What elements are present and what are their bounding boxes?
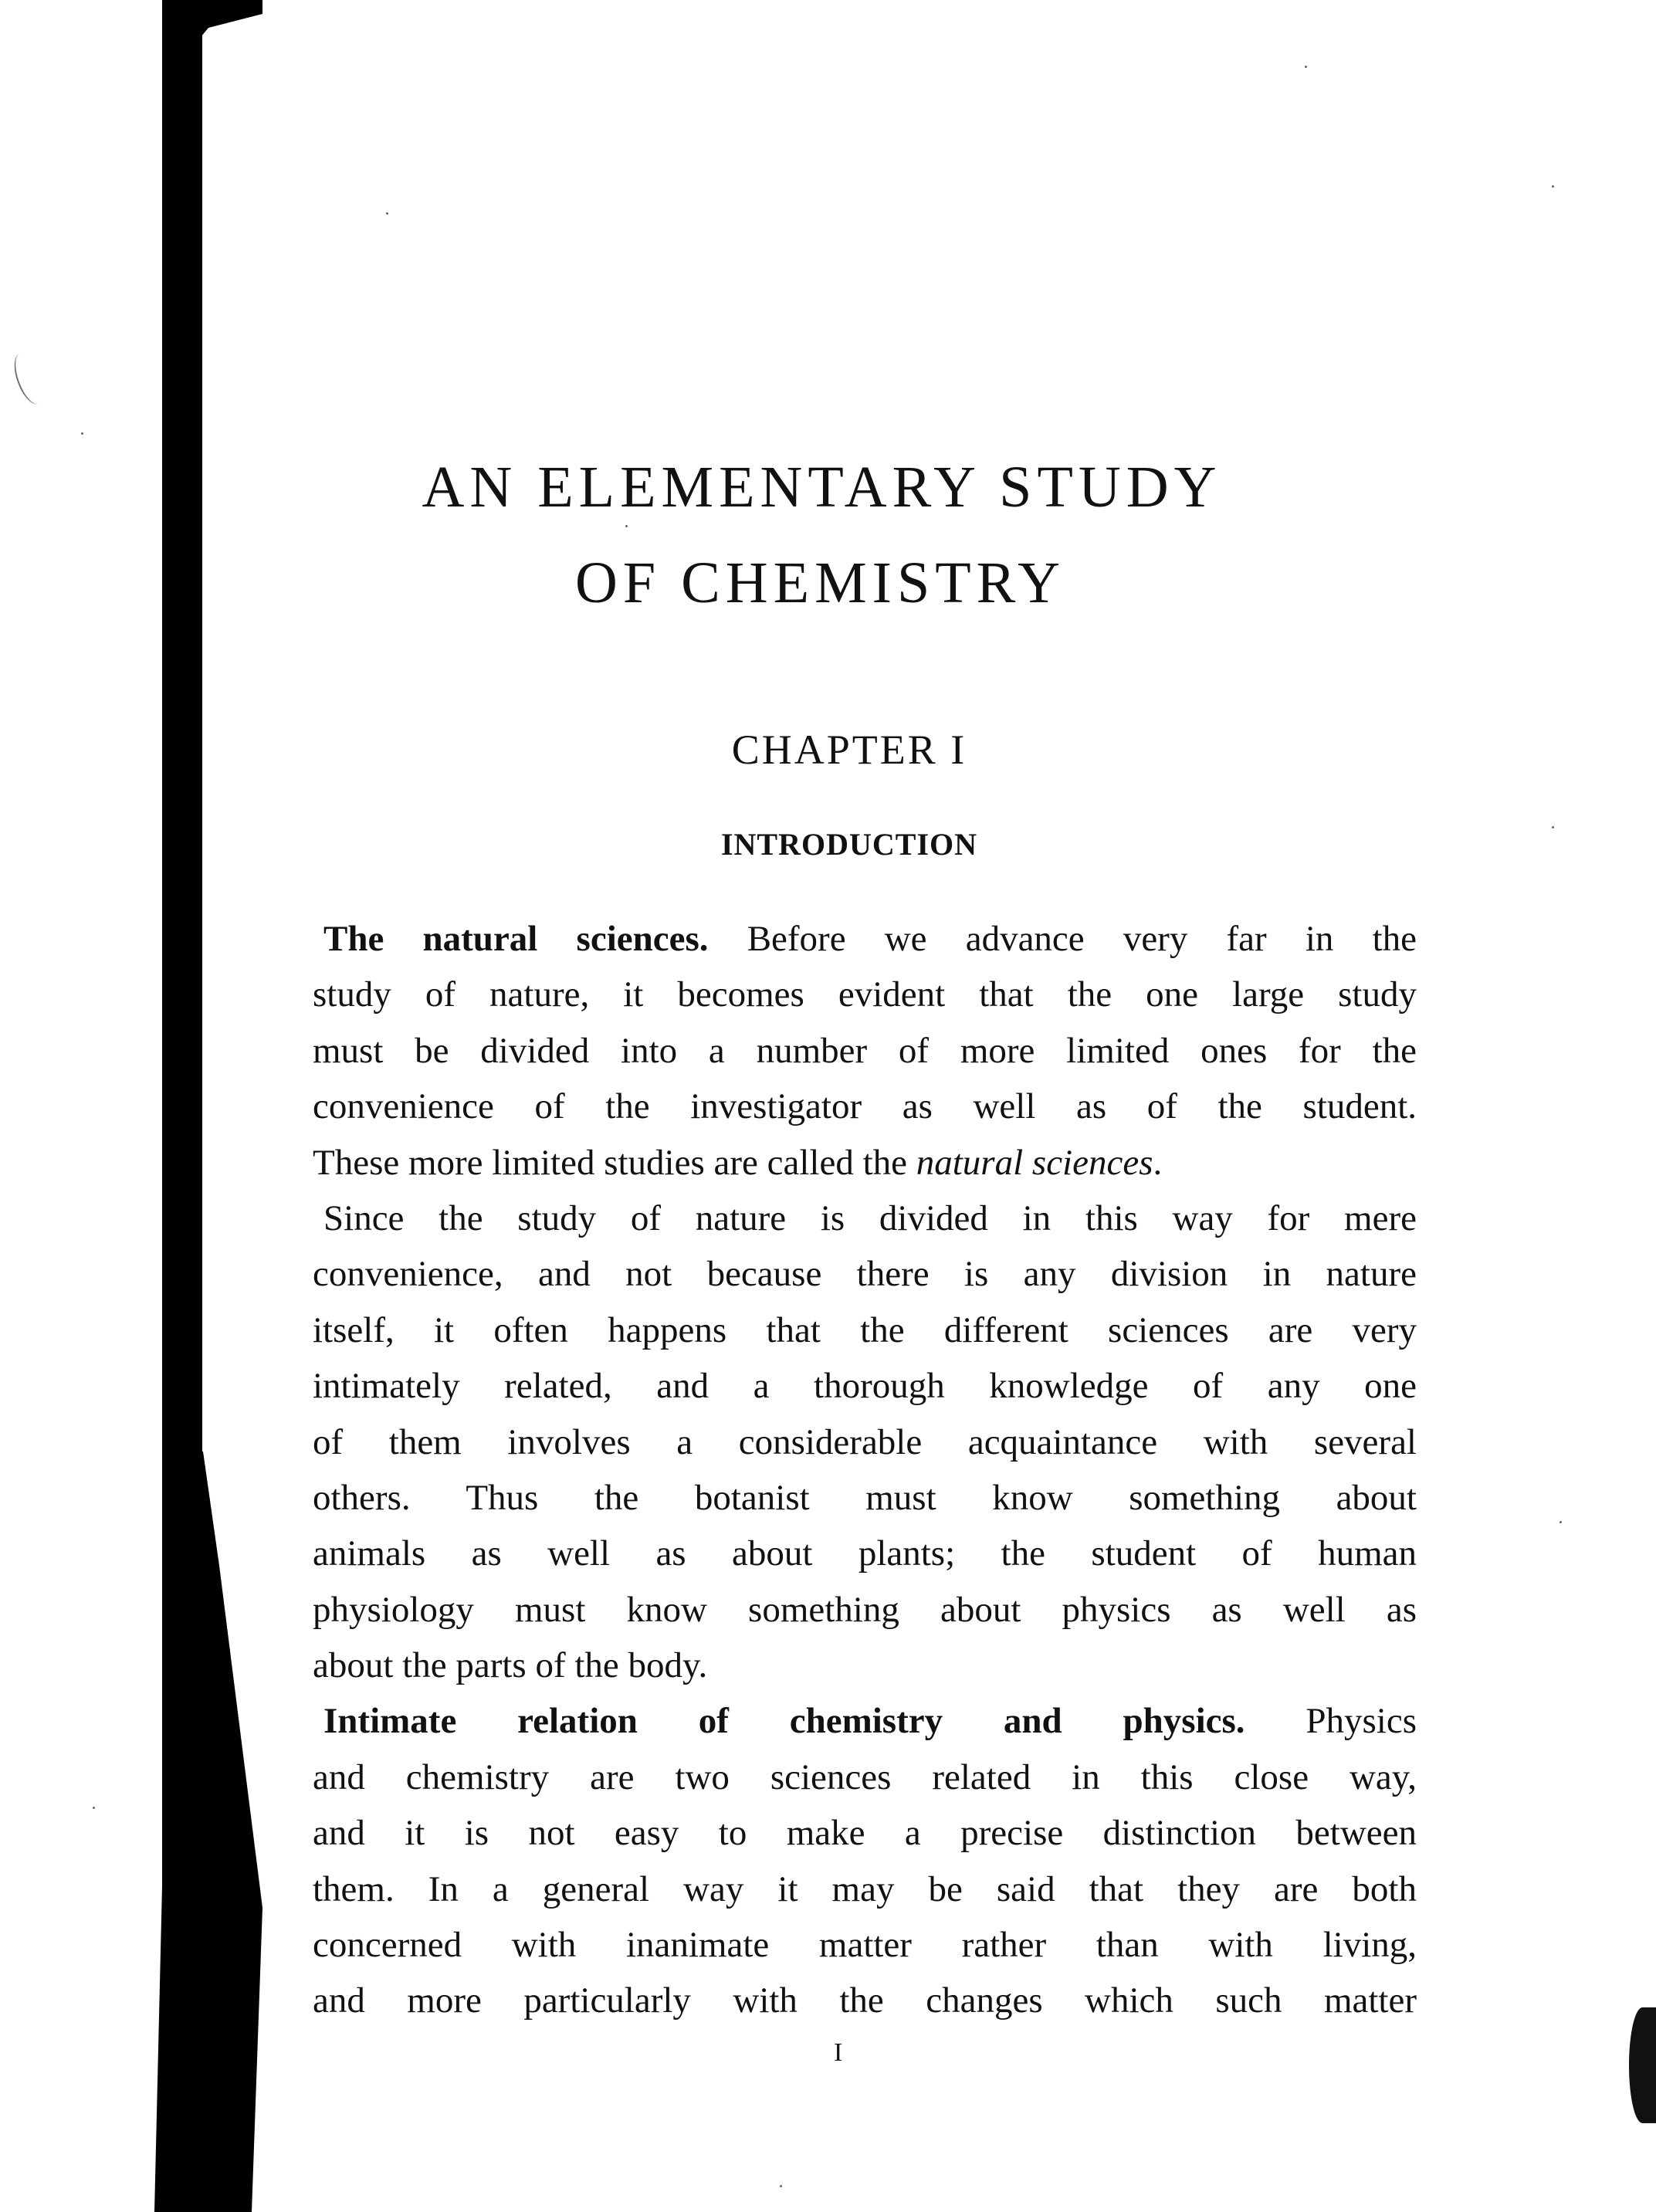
paragraph-line: Since the study of nature is divided in this way for mere bbox=[323, 1197, 1417, 1238]
paragraph-line: convenience, and not because there is any division in nature bbox=[313, 1254, 1417, 1295]
body-text bbox=[313, 911, 1417, 2029]
book-title-line-2: OF CHEMISTRY bbox=[574, 550, 1066, 615]
paragraph-line: concerned with inanimate matter rather than with living, bbox=[313, 1925, 1417, 1966]
paragraph-line: animals as well as about plants; the student of human bbox=[313, 1533, 1417, 1574]
scan-speck bbox=[386, 212, 388, 215]
scan-speck bbox=[1552, 826, 1554, 828]
scan-speck bbox=[93, 1807, 95, 1809]
paragraph-line: physiology must know something about physics as well as bbox=[313, 1589, 1417, 1630]
scan-speck bbox=[1552, 185, 1554, 188]
paragraph-line: others. Thus the botanist must know something about bbox=[313, 1477, 1417, 1518]
paragraph-line: itself, it often happens that the different sciences are very bbox=[313, 1309, 1417, 1350]
paragraph-heading: The natural sciences. bbox=[323, 919, 709, 959]
paragraph-line: The natural sciences. Before we advance very far in the bbox=[323, 919, 1417, 959]
paragraph-line: them. In a general way it may be said that they are both bbox=[313, 1868, 1417, 1909]
section-heading: INTRODUCTION bbox=[720, 827, 978, 862]
scan-binding-shadow-top bbox=[185, 0, 262, 46]
page-number: I bbox=[834, 2038, 843, 2067]
scan-curve-mark bbox=[8, 349, 50, 408]
scan-speck bbox=[81, 432, 83, 435]
chapter-heading: CHAPTER I bbox=[731, 727, 967, 773]
scan-speck bbox=[1559, 1521, 1562, 1523]
paragraph-line: Intimate relation of chemistry and physics. Physics bbox=[323, 1701, 1417, 1742]
paragraph-line: These more limited studies are called the natural sciences. bbox=[313, 1142, 1163, 1183]
paragraph-line: study of nature, it becomes evident that the one large study bbox=[313, 974, 1417, 1015]
paragraph-line: about the parts of the body. bbox=[313, 1645, 708, 1686]
scan-edge-blot bbox=[1629, 2007, 1656, 2123]
scan-speck bbox=[780, 2185, 782, 2187]
paragraph-line: and chemistry are two sciences related in this close way, bbox=[313, 1756, 1417, 1797]
paragraph-line: must be divided into a number of more limited ones for the bbox=[313, 1030, 1417, 1071]
paragraph-heading: Intimate relation of chemistry and physics. bbox=[323, 1701, 1245, 1742]
paragraph-line: convenience of the investigator as well as of the student. bbox=[313, 1086, 1417, 1127]
paragraph-line: and it is not easy to make a precise distinction between bbox=[313, 1813, 1417, 1854]
paragraph-line: of them involves a considerable acquaintance with several bbox=[313, 1421, 1417, 1462]
italic-term: natural sciences bbox=[916, 1142, 1153, 1183]
scan-speck bbox=[625, 525, 628, 527]
paragraph-line: and more particularly with the changes which such matter bbox=[313, 1980, 1417, 2021]
paragraph-line: intimately related, and a thorough knowledge of any one bbox=[313, 1366, 1417, 1407]
scan-speck bbox=[1305, 66, 1307, 68]
book-title-line-1: AN ELEMENTARY STUDY bbox=[422, 455, 1222, 520]
